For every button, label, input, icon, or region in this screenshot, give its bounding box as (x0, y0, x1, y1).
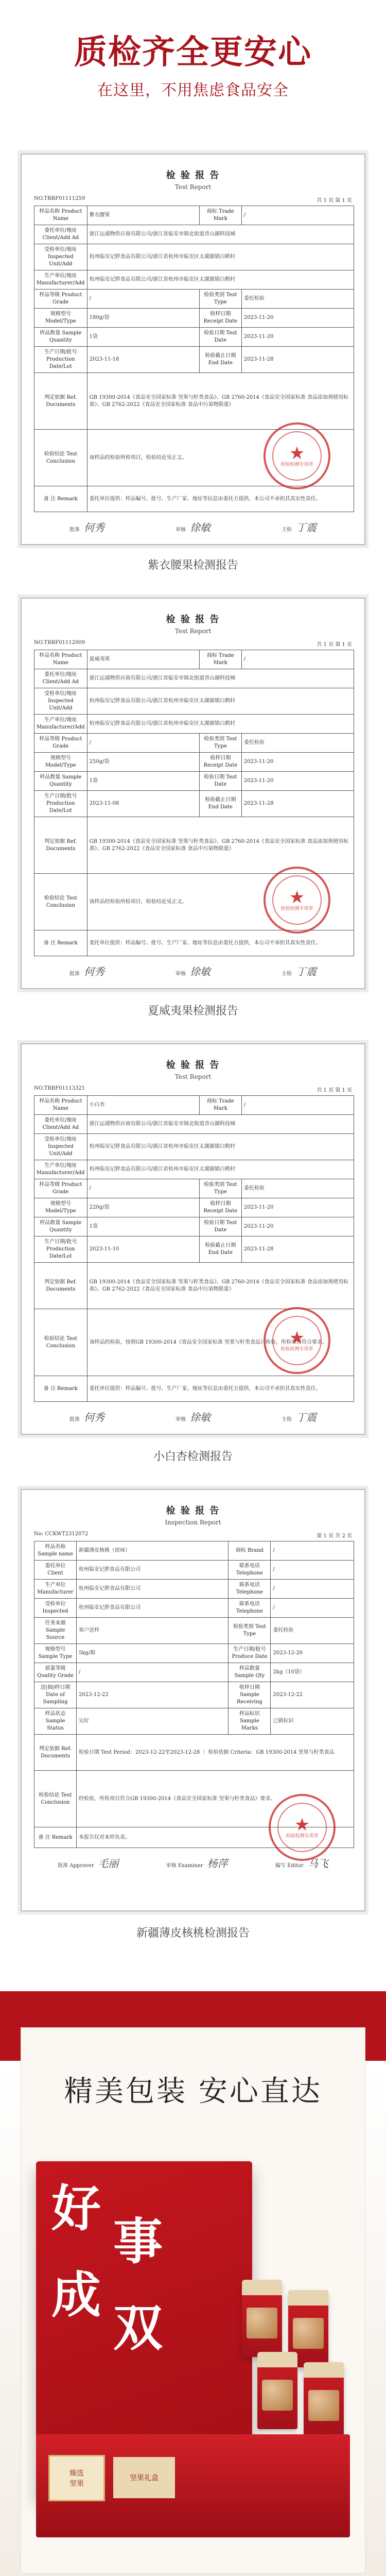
lid-char: 成 (51, 2266, 101, 2324)
page-subtitle: 在这里，不用焦虑食品安全 (97, 81, 289, 99)
table-row: 样品名称 Product Name 小白杏 商标 Trade Mark / (34, 1096, 354, 1115)
table-row: 判定依据 Ref. Documents 检验日期 Test Period：2023-12-22至2023-12-28 ｜ 检验依据 Criteria：GB 19300-2014 坚果与籽类食品 (34, 1735, 354, 1771)
table-row: 检验结论 Test Conclusion 该样品经检验所检项目，检验结论见正文。 (34, 430, 354, 486)
report-title: 检 验 报 告 (166, 170, 220, 181)
table-row: 备 注 Remark 委托单位提供：样品编号、批号、生产厂家、地址等信息由委托方提供，本公司不承担其真实性责任。 (34, 486, 354, 512)
table-row: 样品名称 Sample name 新疆薄皮核桃（原味） 商标 Brand / (34, 1541, 354, 1561)
table-row: 判定依据 Ref. Documents GB 19300-2014《食品安全国家标准 坚果与籽类食品》、GB 2760-2014《食品安全国家标准 食品添加剂使用标准》、GB 2762-2022《食品安全国家标准 食品中污染物限量》 (34, 817, 354, 874)
table-row: 生产单位/地址 Manufacturer/Add 杭州临安记胖食品有限公司/浙江省杭州市临安区太湖源镇白鹤村 (34, 715, 354, 734)
snack-pouch (304, 2362, 344, 2439)
page-header (0, 0, 386, 144)
report-pages: 第 1 页 共 2 页 (317, 1533, 352, 1539)
lid-char: 好 (51, 2180, 101, 2238)
report-caption: 新疆薄皮核桃检测报告 (136, 1927, 250, 1940)
signature-row: 批准 何秀 审核 徐敏 主检 丁震 (69, 1411, 317, 1423)
table-row: 规格型号 Model/Type 180g/袋 收样日期 Receipt Date 2023-11-20 (34, 309, 354, 328)
table-row: 检验结论 Test Conclusion 该样品经检验，按照GB 19300-2014《食品安全国家标准 坚果与籽类食品》检验，所检项目符合要求。 (34, 1309, 354, 1376)
signature: 丁震 (296, 521, 317, 534)
report-subtitle: Test Report (174, 1073, 212, 1080)
report-pages: 共 1 页 第 1 页 (317, 198, 352, 204)
gift-box-base (36, 2434, 350, 2537)
packaging-banner (0, 1991, 386, 2576)
report-number: NO.TRRF01111259 (34, 196, 85, 201)
table-row: 样品等级 Product Grade / 检验类别 Test Type 委托检验 (34, 290, 354, 309)
table-row: 规格型号 Model/Type 250g/袋 收样日期 Receipt Date 2023-11-20 (34, 753, 354, 772)
report-caption: 紫衣腰果检测报告 (147, 559, 238, 572)
table-row: 受检单位/地址 Inspected Unit/Add 杭州临安记胖食品有限公司/浙江省杭州市临安区太湖源镇白鹤村 (34, 1134, 354, 1160)
signature: 徐敏 (190, 1411, 210, 1423)
signature-row: 批准 何秀 审核 徐敏 主检 丁震 (69, 965, 317, 978)
lid-char: 事 (113, 2213, 163, 2270)
signature: 徐敏 (190, 521, 210, 534)
banner-slogan: 精美包装 安心直达 (64, 2075, 322, 2108)
table-row: 检验结论 Test Conclusion 经检验，所检项目符合GB 19300-2014《食品安全国家标准 坚果与籽类食品》要求。 (34, 1771, 354, 1827)
signature: 何秀 (84, 521, 104, 534)
signature: 毛丽 (98, 1857, 119, 1870)
table-row: 委托单位 Client 杭州临安记胖食品有限公司 联系电话 Telephone / (34, 1561, 354, 1580)
table-row: 备 注 Remark 委托单位提供：样品编号、批号、生产厂家、地址等信息由委托方提供，本公司不承担其真实性责任。 (34, 930, 354, 956)
table-row: 规格型号 Model/Type 220g/袋 收样日期 Receipt Date 2023-11-20 (34, 1198, 354, 1217)
signature: 丁震 (296, 965, 317, 978)
box-brand: 坚果礼盒 (113, 2457, 175, 2498)
report-card (21, 1489, 365, 1911)
signature-row: 批准 Approver 毛丽 审核 Examiner 杨萍 编写 Editor 马飞 (58, 1857, 328, 1870)
official-stamp: ★ 检验检测专用章 (264, 422, 330, 489)
signature: 杨萍 (207, 1857, 228, 1870)
table-row: 备 注 Remark 本报告仅对来样负责。 (34, 1827, 354, 1848)
table-row: 备 注 Remark 委托单位提供：样品编号、批号、生产厂家、地址等信息由委托方提供，本公司不承担其真实性责任。 (34, 1376, 354, 1402)
table-row: 规格型号 Sample Type 5kg/箱 生产日期/批号 Produce Date 2023-12-20 (34, 1644, 354, 1663)
report-subtitle: Test Report (174, 183, 212, 191)
report-card (21, 598, 365, 989)
report-subtitle: Test Report (174, 628, 212, 635)
page-title: 质检齐全更安心 (74, 33, 312, 72)
table-row: 样品等级 Product Grade / 检验类别 Test Type 委托检验 (34, 734, 354, 753)
lid-char: 双 (113, 2299, 163, 2357)
official-stamp: ★ 检验检测专用章 (264, 867, 330, 934)
table-row: 委托单位/地址 Client/Add Ad 浙江运通物供应商有限公司/浙江省临安市锦北街道青山湖科技城 (34, 225, 354, 244)
box-label: 臻选 坚果 (48, 2455, 105, 2501)
report-subtitle: Inspection Report (165, 1519, 221, 1526)
table-row: 受检单位/地址 Inspected Unit/Add 杭州临安记胖食品有限公司/浙江省杭州市临安区太湖源镇白鹤村 (34, 688, 354, 715)
table-row: 生产日期/批号 Production Date/Lot 2023-11-10 检验截止日期 End Date 2023-11-28 (34, 1236, 354, 1263)
signature-row: 批准 何秀 审核 徐敏 主检 丁震 (69, 521, 317, 534)
signature: 马飞 (307, 1857, 328, 1870)
report-number: NO.TRRF01113321 (34, 1086, 85, 1091)
table-row: 样品等级 Product Grade / 检验类别 Test Type 委托检验 (34, 1179, 354, 1198)
signature: 徐敏 (190, 965, 210, 978)
table-row: 任务来源 Sample Source 客户送样 检验类别 Test Type 委托检验 (34, 1618, 354, 1644)
table-row: 生产单位 Manufacturer 杭州临安记胖食品有限公司 联系电话 Telephone / (34, 1580, 354, 1599)
report-number: NO.TRRF01112009 (34, 640, 85, 646)
table-row: 样品名称 Product Name 紫衣腰果 商标 Trade Mark / (34, 206, 354, 225)
table-row: 判定依据 Ref. Documents GB 19300-2014《食品安全国家标准 坚果与籽类食品》、GB 2760-2014《食品安全国家标准 食品添加剂使用标准》、GB 2762-2022《食品安全国家标准 食品中污染物限量》 (34, 1263, 354, 1309)
report-pages: 共 1 页 第 1 页 (317, 1088, 352, 1093)
table-row: 样品状态 Sample Status 完好 样品标识 Sample Marks 已做标识 (34, 1708, 354, 1735)
table-row: 样品名称 Product Name 夏威夷果 商标 Trade Mark / (34, 650, 354, 669)
star-icon: ★ (289, 1327, 305, 1348)
report-title: 检 验 报 告 (166, 1060, 220, 1071)
report-title: 检 验 报 告 (166, 614, 220, 625)
signature: 何秀 (84, 1411, 104, 1423)
table-row: 样品数量 Sample Quantity 1袋 检验日期 Test Date 2023-11-20 (34, 328, 354, 347)
official-stamp: ★ 检验检测专用章 (269, 1794, 336, 1861)
table-row: 委托单位/地址 Client/Add Ad 浙江运通物供应商有限公司/浙江省临安市锦北街道青山湖科技城 (34, 669, 354, 688)
report-card (21, 154, 365, 545)
report-pages: 共 1 页 第 1 页 (317, 642, 352, 648)
table-row: 质量等级 Quality Grade / 样品数量 Sample Qty 2kg（10袋） (34, 1663, 354, 1682)
star-icon: ★ (289, 887, 305, 908)
snack-pouch (257, 2352, 297, 2429)
star-icon: ★ (294, 1814, 310, 1835)
official-stamp: ★ 检验检测专用章 (264, 1307, 330, 1374)
table-row: 样品数量 Sample Quantity 1袋 检验日期 Test Date 2023-11-20 (34, 1217, 354, 1236)
table-row: 生产单位/地址 Manufacturer/Add 杭州临安记胖食品有限公司/浙江省杭州市临安区太湖源镇白鹤村 (34, 1160, 354, 1179)
table-row: 委托单位/地址 Client/Add Ad 浙江运通物供应商有限公司/浙江省临安市锦北街道青山湖科技城 (34, 1115, 354, 1134)
table-row: 判定依据 Ref. Documents GB 19300-2014《食品安全国家标准 坚果与籽类食品》、GB 2760-2014《食品安全国家标准 食品添加剂使用标准》、GB 2762-2022《食品安全国家标准 食品中污染物限量》 (34, 373, 354, 430)
table-row: 送(抽)样日期 Date of Sampling 2023-12-22 收样日期 Sample Receiving 2023-12-22 (34, 1682, 354, 1708)
table-row: 受检单位 Inspected 杭州临安记胖食品有限公司 联系电话 Telephone / (34, 1599, 354, 1618)
report-caption: 夏威夷果检测报告 (147, 1005, 238, 1018)
report-title: 检 验 报 告 (166, 1505, 220, 1516)
signature: 何秀 (84, 965, 104, 978)
table-row: 生产日期/批号 Production Date/Lot 2023-11-08 检验截止日期 End Date 2023-11-28 (34, 791, 354, 817)
report-caption: 小白杏检测报告 (153, 1450, 233, 1463)
report-number: No: CCKWT2312072 (34, 1531, 89, 1537)
table-row: 生产单位/地址 Manufacturer/Add 杭州临安记胖食品有限公司/浙江省杭州市临安区太湖源镇白鹤村 (34, 270, 354, 290)
table-row: 生产日期/批号 Production Date/Lot 2023-11-18 检验截止日期 End Date 2023-11-28 (34, 347, 354, 373)
signature: 丁震 (296, 1411, 317, 1423)
snack-pouch (242, 2280, 282, 2357)
table-row: 样品数量 Sample Quantity 1袋 检验日期 Test Date 2023-11-20 (34, 772, 354, 791)
table-row: 受检单位/地址 Inspected Unit/Add 杭州临安记胖食品有限公司/浙江省杭州市临安区太湖源镇白鹤村 (34, 244, 354, 270)
report-card (21, 1043, 365, 1435)
table-row: 检验结论 Test Conclusion 该样品经检验所检项目，检验结论见正文。 (34, 874, 354, 930)
star-icon: ★ (289, 443, 305, 464)
